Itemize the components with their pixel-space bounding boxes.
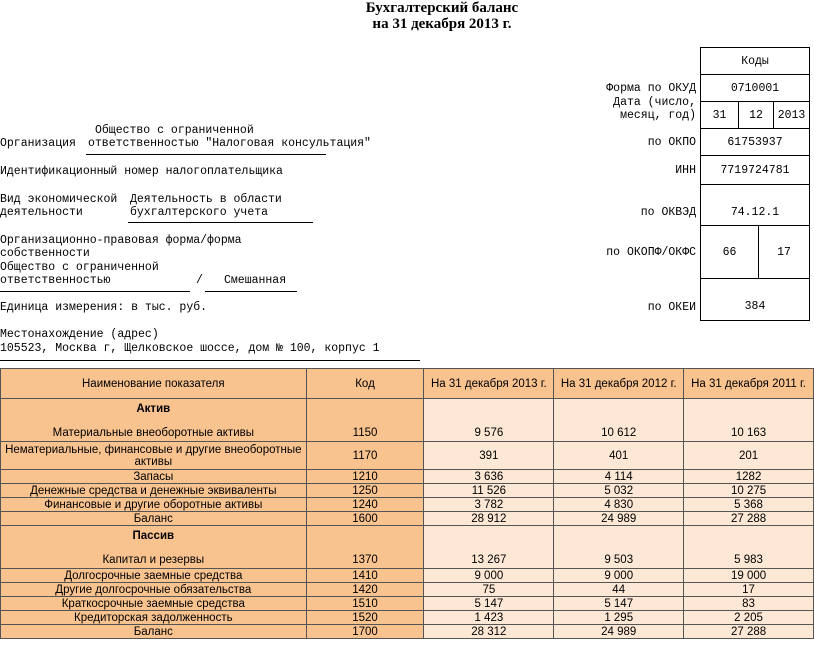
header-name: Наименование показателя: [1, 369, 307, 399]
okved-value: 74.12.1: [700, 184, 810, 226]
row-value-2012: 4 114: [554, 470, 684, 484]
row-value-2013: 75: [424, 583, 554, 597]
table-row: [1, 597, 814, 611]
row-value-2012: 401: [554, 442, 684, 470]
okopf-label: по ОКОПФ/ОКФС: [606, 246, 696, 259]
row-code: 1420: [306, 583, 424, 597]
title-line-2: на 31 декабря 2013 г.: [372, 16, 512, 32]
row-name: Денежные средства и денежные эквиваленты: [1, 484, 307, 498]
balance-table: [0, 368, 814, 639]
okei-value: 384: [700, 278, 810, 321]
row-value-2012: 24 989: [554, 625, 684, 639]
row-name: Кредиторская задолженность: [1, 611, 307, 625]
header-2013: На 31 декабря 2013 г.: [424, 369, 554, 399]
row-value-2011: 19 000: [684, 569, 814, 583]
legal-form-separator: /: [196, 274, 203, 287]
row-code: 1210: [306, 470, 424, 484]
row-value-2011: 5 983: [684, 526, 814, 569]
org-label: Организация: [0, 137, 76, 150]
okud-value: 0710001: [700, 74, 810, 102]
table-row-total: [1, 625, 814, 639]
table-row: [1, 399, 814, 442]
activity-label-1: Вид экономической: [0, 193, 118, 206]
legal-form-underline: [0, 291, 190, 292]
inn-value: 7719724781: [700, 155, 810, 185]
title-line-1: Бухгалтерский баланс: [365, 0, 519, 16]
row-code: 1250: [306, 484, 424, 498]
header-2012: На 31 декабря 2012 г.: [554, 369, 684, 399]
date-label-1: Дата (число,: [613, 96, 696, 109]
row-value-2013: 11 526: [424, 484, 554, 498]
row-value-2011: 10 275: [684, 484, 814, 498]
row-code: 1700: [306, 625, 424, 639]
row-value-2013: 28 312: [424, 625, 554, 639]
activity-label-2: деятельности: [0, 206, 83, 219]
okpo-label: по ОКПО: [647, 136, 696, 149]
row-name: Баланс: [1, 625, 307, 639]
inn-code-label: ИНН: [675, 164, 696, 177]
okopf-value: 66: [700, 225, 759, 279]
date-month: 12: [738, 101, 774, 129]
row-value-2012: 5 147: [554, 597, 684, 611]
row-value-2012: 44: [554, 583, 684, 597]
row-value-2012: 4 830: [554, 498, 684, 512]
row-value-2013: 1 423: [424, 611, 554, 625]
row-value-2013: 5 147: [424, 597, 554, 611]
row-value-2012: 5 032: [554, 484, 684, 498]
row-name: Финансовые и другие оборотные активы: [1, 498, 307, 512]
row-value-2012: 10 612: [554, 399, 684, 442]
row-code: 1510: [306, 597, 424, 611]
okved-label: по ОКВЭД: [640, 206, 696, 219]
row-value-2011: 27 288: [684, 625, 814, 639]
row-value-2012: 9 000: [554, 569, 684, 583]
row-value-2011: 10 163: [684, 399, 814, 442]
inn-label: Идентификационный номер налогоплательщика: [0, 165, 283, 178]
row-name: Краткосрочные заемные средства: [1, 597, 307, 611]
table-row-total: [1, 512, 814, 526]
legal-form-label-1: Организационно-правовая форма/форма: [0, 234, 242, 247]
legal-form-line-2: ответственностью: [0, 274, 111, 287]
table-row: [1, 498, 814, 512]
codes-header: Коды: [700, 47, 810, 75]
row-value-2013: 28 912: [424, 512, 554, 526]
row-value-2013: 9 576: [424, 399, 554, 442]
header-2011: На 31 декабря 2011 г.: [684, 369, 814, 399]
org-name-line-1: Общество с ограниченной: [95, 124, 254, 137]
row-value-2013: 391: [424, 442, 554, 470]
section-passive-title: Пассив: [132, 530, 175, 542]
legal-form-line-1: Общество с ограниченной: [0, 261, 159, 274]
row-value-2011: 27 288: [684, 512, 814, 526]
row-value-2013: 3 782: [424, 498, 554, 512]
row-name: Баланс: [1, 512, 307, 526]
document-title: [0, 0, 814, 32]
ownership-underline: [205, 291, 297, 292]
address-label: Местонахождение (адрес): [0, 328, 159, 341]
org-underline: [86, 154, 326, 155]
row-name: Материальные внеоборотные активы: [52, 427, 254, 439]
row-value-2011: 201: [684, 442, 814, 470]
table-row: [1, 442, 814, 470]
table-row: [1, 611, 814, 625]
date-year: 2013: [773, 101, 810, 129]
row-value-2012: 9 503: [554, 526, 684, 569]
activity-line-2: бухгалтерского учета: [130, 206, 269, 219]
address-value: 105523, Москва г, Щелковское шоссе, дом № 100, корпус 1: [0, 342, 380, 355]
table-row: [1, 526, 814, 569]
ownership-value: Смешанная: [224, 274, 287, 287]
table-header-row: [1, 369, 814, 399]
header-code: Код: [306, 369, 424, 399]
row-code: 1600: [306, 512, 424, 526]
row-value-2011: 83: [684, 597, 814, 611]
row-name: Другие долгосрочные обязательства: [1, 583, 307, 597]
unit-label: Единица измерения: в тыс. руб.: [0, 301, 208, 314]
table-row: [1, 569, 814, 583]
row-code: 1410: [306, 569, 424, 583]
row-value-2011: 1282: [684, 470, 814, 484]
okei-label: по ОКЕИ: [647, 301, 696, 314]
activity-line-1: Деятельность в области: [130, 193, 282, 206]
okud-label: Форма по ОКУД: [606, 82, 696, 95]
row-code: 1370: [306, 526, 424, 569]
row-name: Долгосрочные заемные средства: [1, 569, 307, 583]
row-code: 1240: [306, 498, 424, 512]
table-row: [1, 484, 814, 498]
activity-underline: [128, 222, 313, 223]
row-code: 1170: [306, 442, 424, 470]
row-value-2011: 5 368: [684, 498, 814, 512]
row-code: 1150: [306, 399, 424, 442]
row-value-2012: 1 295: [554, 611, 684, 625]
row-value-2013: 13 267: [424, 526, 554, 569]
row-name: Запасы: [1, 470, 307, 484]
date-day: 31: [700, 101, 739, 129]
table-row: [1, 470, 814, 484]
row-value-2013: 3 636: [424, 470, 554, 484]
row-name: Капитал и резервы: [102, 554, 205, 566]
row-value-2011: 2 205: [684, 611, 814, 625]
address-underline: [0, 360, 420, 361]
legal-form-label-2: собственности: [0, 247, 90, 260]
section-active-title: Актив: [136, 403, 171, 415]
row-value-2013: 9 000: [424, 569, 554, 583]
row-value-2011: 17: [684, 583, 814, 597]
okfs-value: 17: [758, 225, 810, 279]
table-row: [1, 583, 814, 597]
row-value-2012: 24 989: [554, 512, 684, 526]
date-label-2: месяц, год): [620, 109, 696, 122]
row-name: Нематериальные, финансовые и другие внеоборотные активы: [1, 442, 307, 470]
okpo-value: 61753937: [700, 128, 810, 156]
row-code: 1520: [306, 611, 424, 625]
org-name-line-2: ответственностью "Налоговая консультация": [88, 137, 371, 150]
